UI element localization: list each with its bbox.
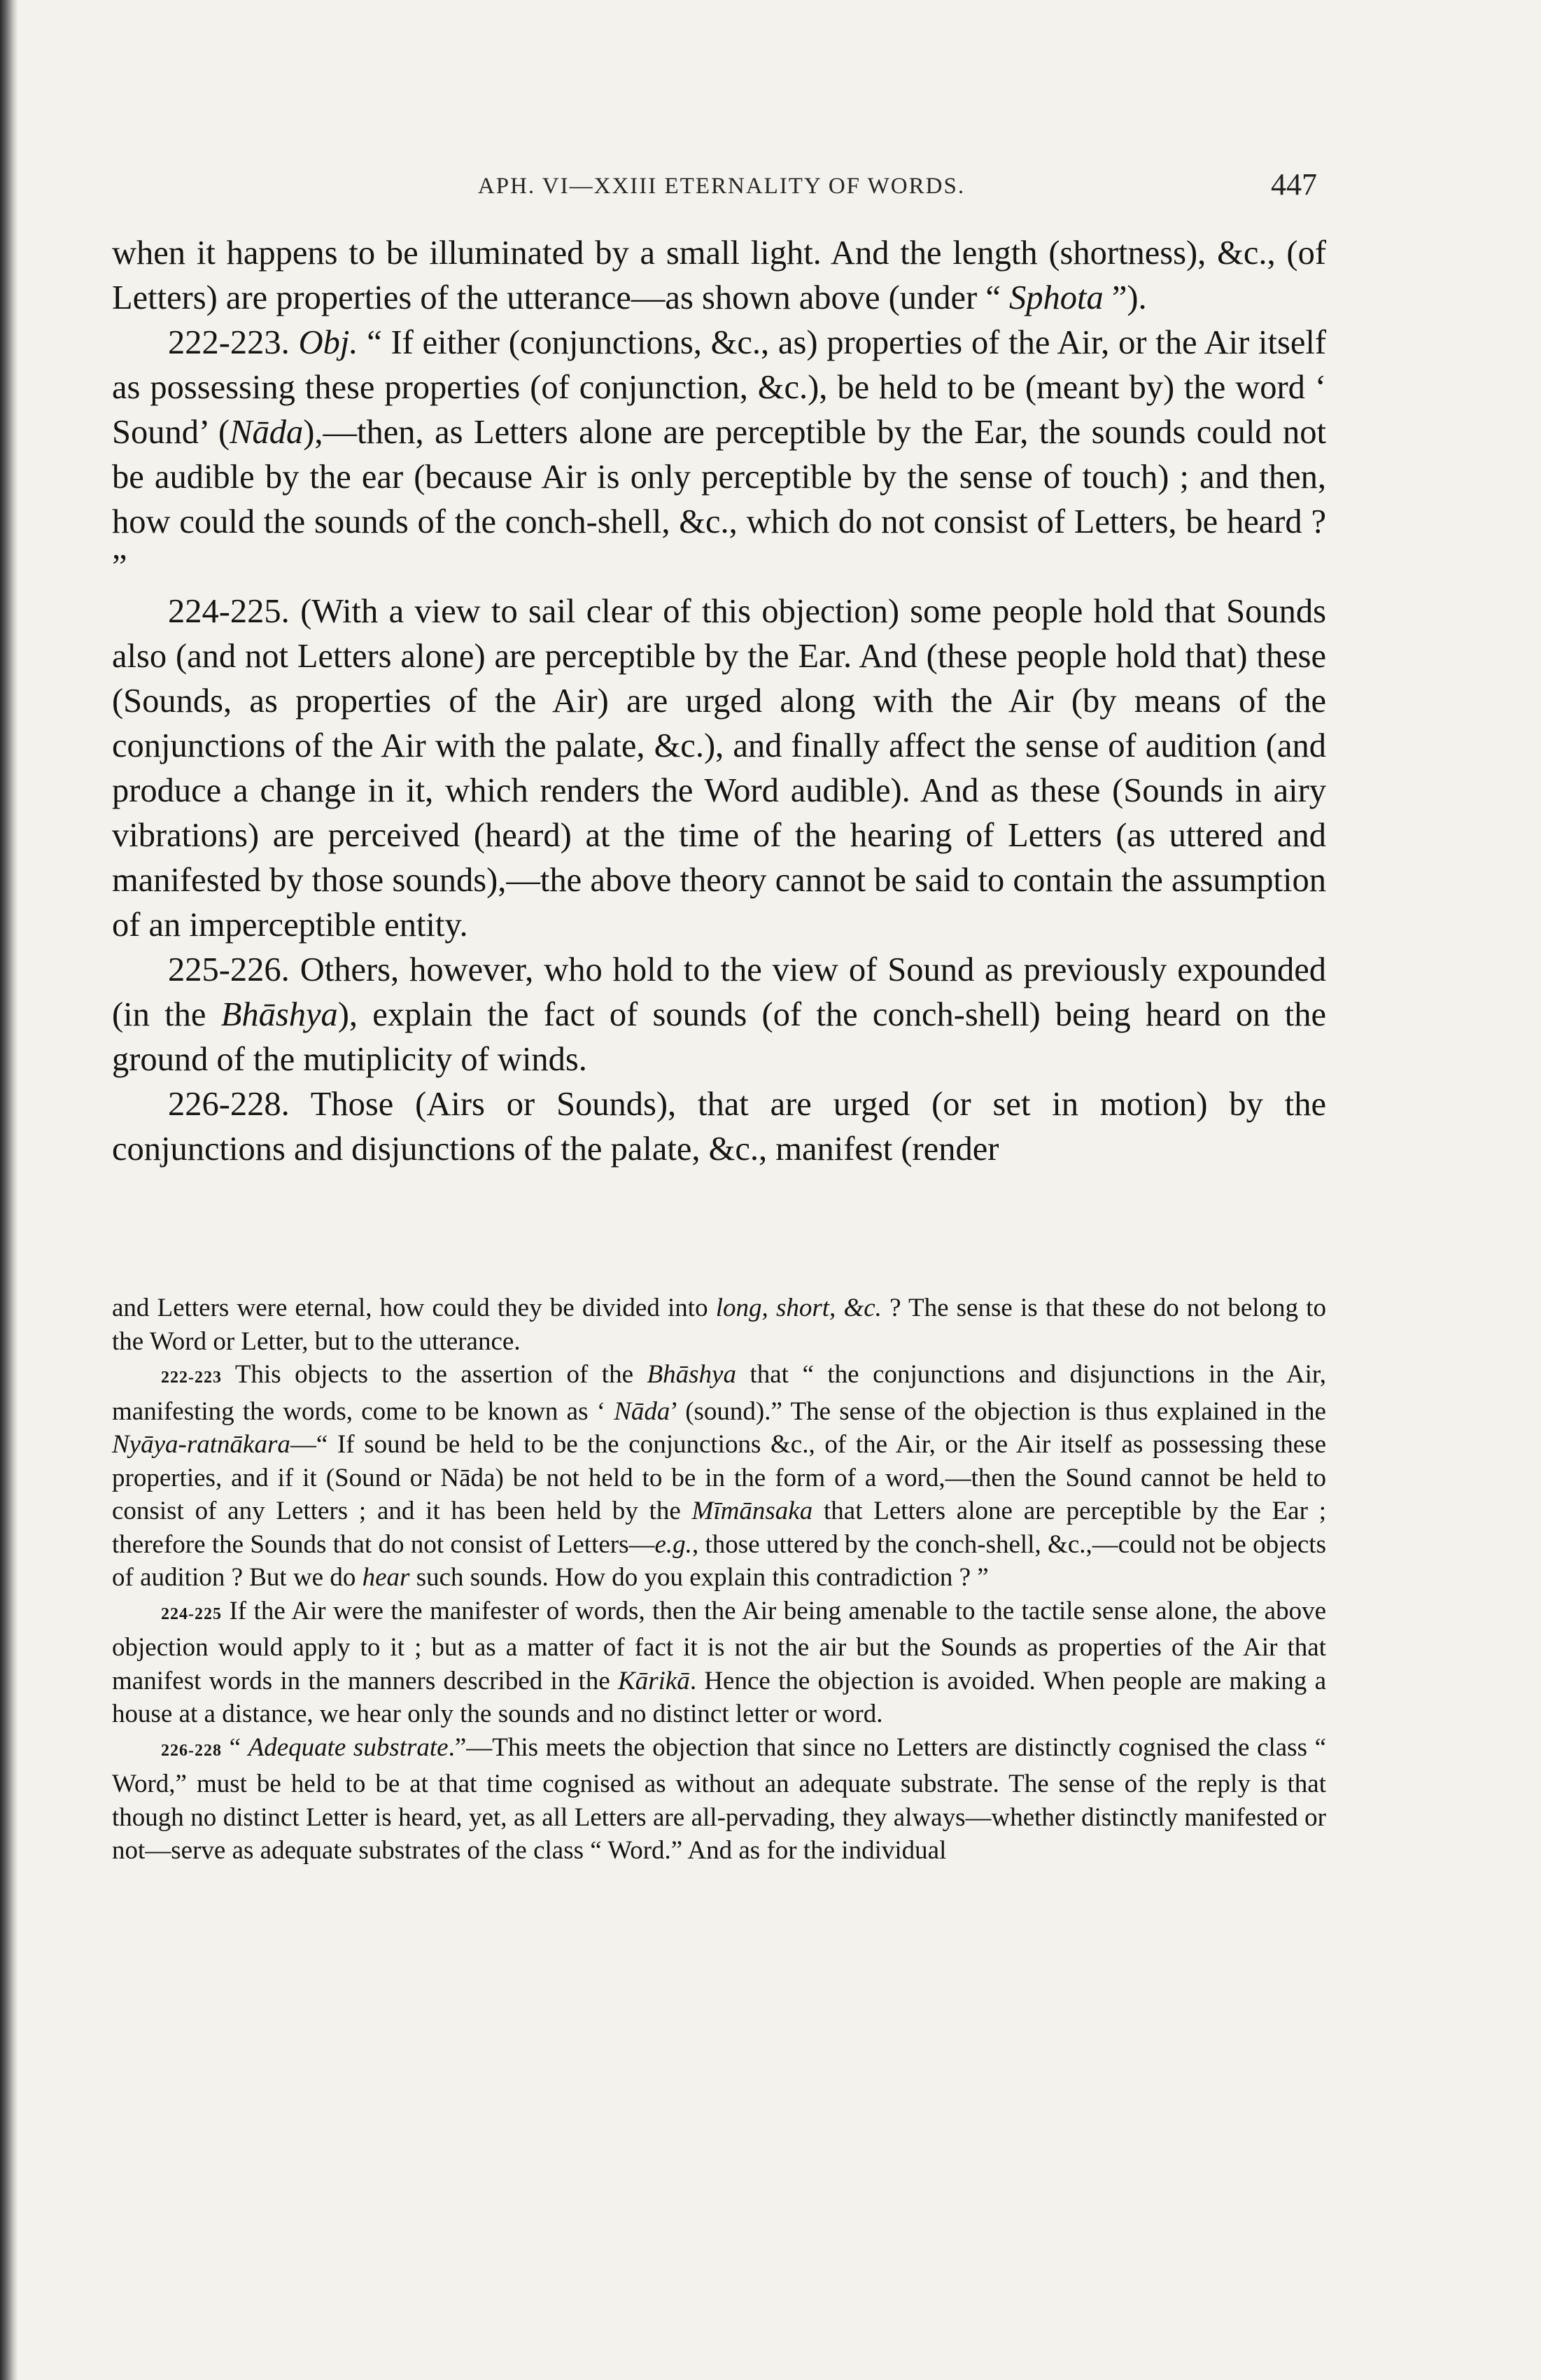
verse-number: 224-225. — [168, 593, 301, 630]
footnote-ref: 222-223 — [161, 1368, 222, 1387]
page-number: 447 — [1271, 167, 1317, 202]
text-run: Others, however, who hold to the view of Sound as previously expounded (in the — [112, 951, 1326, 1033]
paragraph-224-225 — [112, 589, 1326, 948]
italic-term: Nāda — [614, 1396, 670, 1426]
text-run: “ If either (conjunctions, &c., as) properties of the Air, or the Air itself as possessing these properties (of conjunction, &c.), be held to be (meant by) the word ‘ Sound’ ( — [112, 324, 1326, 451]
text-run: (With a view to sail clear of this objection) some people hold that Sounds also (and not Letters alone) are perceptible by the Ear. And (these people hold that) these (Sounds, as properties of the Air) are urged along with the Air (by means of the conjunctions of the Air with the palate, &c.), and finally affect the sense of audition (and produce a change in it, which renders the Word audible). And as these (Sounds in airy vibrations) are perceived (heard) at the time of the hearing of Letters (as uttered and manifested by those sounds),—the above theory cannot be said to contain the assumption of an imperceptible entity. — [112, 593, 1326, 944]
footnote-226-228 — [112, 1731, 1326, 1868]
text-run: and Letters were eternal, how could they be divided into — [112, 1294, 716, 1322]
running-head — [112, 167, 1331, 209]
running-head-title: APH. VI—XXIII ETERNALITY OF WORDS. — [477, 174, 966, 199]
footnotes — [112, 1292, 1326, 1868]
text-run: ? The sense is that these do not belong to the Word or Letter, but to the utterance. — [112, 1294, 1326, 1356]
footnote-continuation — [112, 1292, 1326, 1358]
text-run: that “ the conjunctions and disjunctions in the Air, manifesting the words, come to be known as ‘ — [112, 1360, 1327, 1426]
text-run: —“ If sound be held to be the conjunctions &c., of the Air, or the Air itself as possessing these properties, and if it (Sound or Nāda) be not held to be in the form of a word,—then the Sound cannot be held to consist of any Letters ; and it has been held by the — [112, 1430, 1326, 1525]
italic-term: Obj. — [298, 324, 358, 361]
footnote-224-225 — [112, 1595, 1326, 1731]
verse-number: 225-226. — [168, 951, 300, 988]
italic-term: Adequate substrate — [248, 1732, 449, 1762]
text-run: ’ (sound).” The sense of the objection is thus explained in the — [670, 1396, 1326, 1426]
text-run: ),—then, as Letters alone are perceptible by the Ear, the sounds could not be audible by the ear (because Air is only perceptible by the sense of touch) ; and then, how could the sounds of the conch-shell, &c., which do not consist of Letters, be heard ? ” — [112, 414, 1326, 585]
italic-term: hear — [362, 1563, 410, 1592]
page-binding-edge — [0, 0, 18, 2380]
text-run: . Hence the objection is avoided. When people are making a house at a distance, we hear only the sounds and no distinct letter or word. — [112, 1666, 1326, 1728]
text-run: ”). — [1103, 279, 1147, 316]
verse-number: 222-223. — [168, 324, 299, 361]
text-run: ), explain the fact of sounds (of the conch-shell) being heard on the ground of the mutiplicity of winds. — [112, 996, 1326, 1078]
text-run: If the Air were the manifester of words, then the Air being amenable to the tactile sense alone, the above objection would apply to it ; but as a matter of fact it is not the air but the Sounds as properties of the Air that manifest words in the manners described in the — [112, 1596, 1326, 1695]
italic-term: Mīmānsaka — [691, 1497, 813, 1525]
text-run: “ — [222, 1732, 248, 1762]
italic-term: Nāda — [230, 414, 304, 451]
text-run: , those uttered by the conch-shell, &c.,—could not be objects of audition ? But we do — [112, 1530, 1326, 1592]
main-text — [112, 231, 1326, 1172]
italic-term: Bhāshya — [220, 996, 338, 1033]
italic-term: long, short, &c. — [715, 1294, 882, 1322]
paragraph-222-223 — [112, 321, 1326, 589]
italic-term: Sphota — [1009, 279, 1104, 316]
italic-term: Kārikā — [618, 1666, 690, 1695]
paragraph-226-228 — [112, 1082, 1326, 1172]
footnote-222-223 — [112, 1358, 1326, 1595]
paragraph-continuation — [112, 231, 1326, 321]
text-run: Those (Airs or Sounds), that are urged (or set in motion) by the conjunctions and disjunctions of the palate, &c., manifest (render — [112, 1086, 1326, 1168]
text-run: such sounds. How do you explain this contradiction ? ” — [409, 1563, 989, 1592]
footnote-ref: 224-225 — [161, 1604, 222, 1623]
italic-term: Nyāya-ratnākara — [112, 1430, 290, 1459]
paragraph-225-226 — [112, 948, 1326, 1082]
italic-term: e.g. — [654, 1530, 692, 1559]
footnote-ref: 226-228 — [161, 1741, 222, 1760]
text-run: that Letters alone are perceptible by the Ear ; therefore the Sounds that do not consist of Letters— — [112, 1497, 1326, 1559]
text-run: .”—This meets the objection that since no Letters are distinctly cognised the class “ Word,” must be held to be at that time cognised as without an adequate substrate. The sense of the reply is that though no distinct Letter is heard, yet, as all Letters are all-pervading, they always—whether distinctly manifested or not—serve as adequate substrates of the class “ Word.” And as for the individual — [112, 1732, 1326, 1865]
text-run: when it happens to be illuminated by a small light. And the length (shortness), &c., (of Letters) are properties of the utterance—as shown above (under “ — [112, 234, 1326, 316]
italic-term: Bhāshya — [647, 1360, 736, 1389]
verse-number: 226-228. — [168, 1086, 311, 1123]
text-run: This objects to the assertion of the — [222, 1360, 647, 1389]
